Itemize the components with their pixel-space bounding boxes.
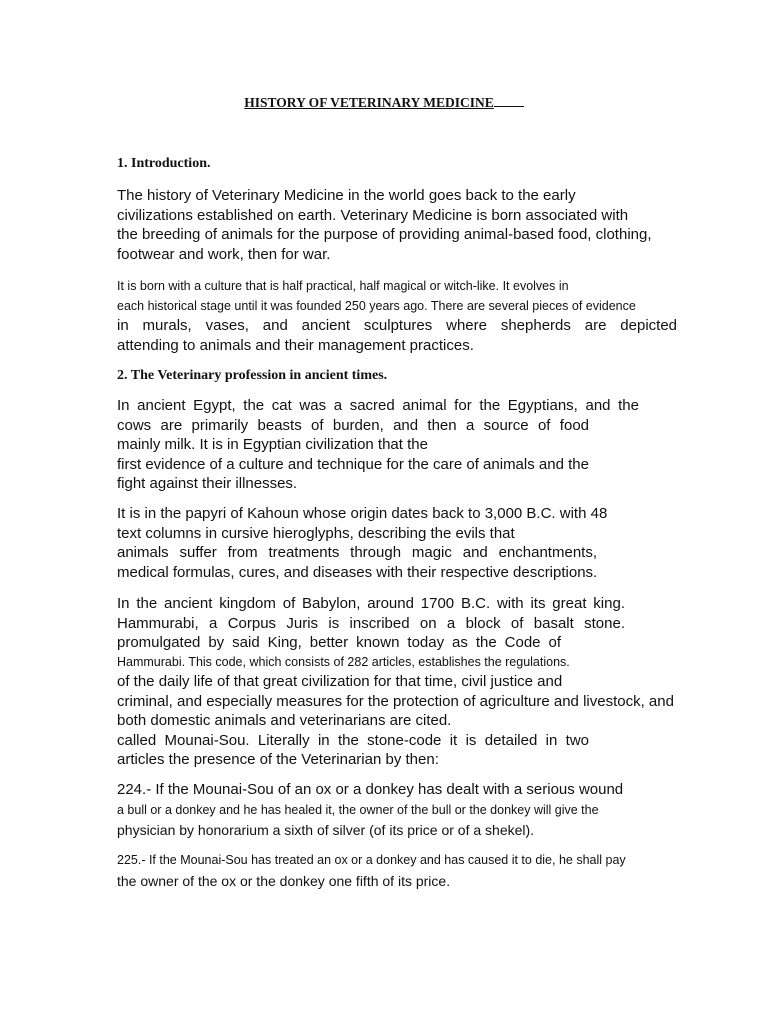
section-heading-ancient-times: 2. The Veterinary profession in ancient times. xyxy=(117,368,388,383)
paragraph-5: In the ancient kingdom of Babylon, around 1700 B.C. with its great king. Hammurabi, a Corpus Juris is inscribed on a block of basalt stone. promulgated by said King, better known today as the Code of Hammurabi. This code, which consists of 282 articles, establishes the regulations. of the daily life of that great civilization for that time, civil justice and criminal, and especially measures for the protection of agriculture and livestock, and both domestic animals and veterinarians are cited. called Mounai-Sou. Literally in the stone-code it is detailed in two articles the presence of the Veterinarian by then: xyxy=(117,595,674,768)
paragraph-2: It is born with a culture that is half practical, half magical or witch-like. It evolves in each historical stage until it was founded 250 years ago. There are several pieces of evidence in murals, vases, and ancient sculptures where shepherds are depicted attending to animals and their management practices. xyxy=(117,279,677,354)
section-heading-introduction: 1. Introduction. xyxy=(117,156,211,171)
article-225: 225.- If the Mounai-Sou has treated an ox or a donkey and has caused it to die, he shall pay the owner of the ox or the donkey one fifth of its price. xyxy=(117,853,626,889)
document-title: HISTORY OF VETERINARY MEDICINE xyxy=(0,94,768,111)
paragraph-4: It is in the papyri of Kahoun whose origin dates back to 3,000 B.C. with 48 text columns in cursive hieroglyphs, describing the evils that animals suffer from treatments through magic and enchantments, medical formulas, cures, and diseases with their respective descriptions. xyxy=(117,505,608,581)
paragraph-3: In ancient Egypt, the cat was a sacred animal for the Egyptians, and the cows are primarily beasts of burden, and then a source of food mainly milk. It is in Egyptian civilization that the first evidence of a culture and technique for the care of animals and the fight against their illnesses. xyxy=(117,397,639,492)
paragraph-1: The history of Veterinary Medicine in the world goes back to the early civilizations established on earth. Veterinary Medicine is born associated with the breeding of animals for the purpose of providing animal-based food, clothing, footwear and work, then for war. xyxy=(117,187,652,263)
article-224: 224.- If the Mounai-Sou of an ox or a donkey has dealt with a serious wound a bull or a donkey and he has healed it, the owner of the bull or the donkey will give the physician by honorarium a sixth of silver (of its price or of a shekel). xyxy=(117,781,624,838)
